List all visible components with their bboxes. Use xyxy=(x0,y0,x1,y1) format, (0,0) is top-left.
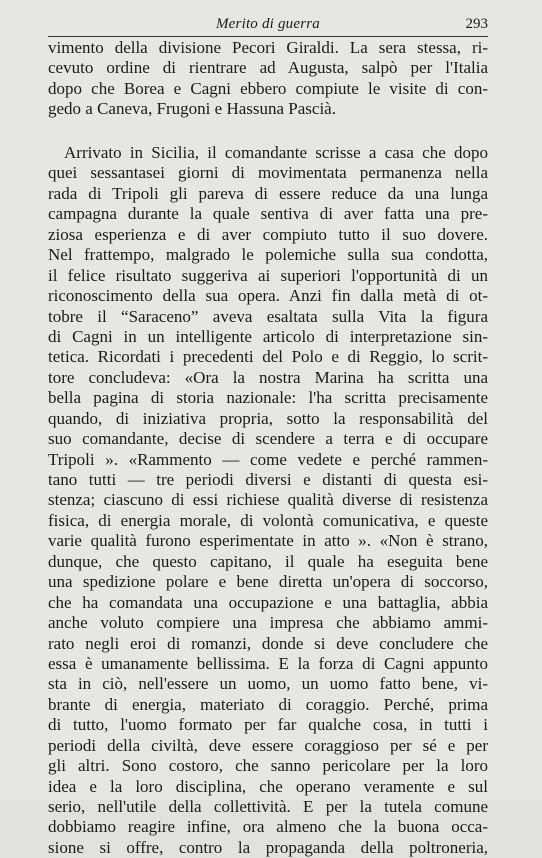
text-line: ziosa esperienza e di aver compiuto tutto il suo dovere. xyxy=(48,224,488,244)
text-line: una spedizione polare e bene diretta un'opera di soccorso, xyxy=(48,572,488,592)
text-line: Arrivato in Sicilia, il comandante scrisse a casa che dopo xyxy=(64,143,488,162)
text-line: quando, di iniziativa propria, sotto la responsabilità del xyxy=(48,408,488,428)
text-line: riconoscimento della sua opera. Anzi fin dalla metà di ot- xyxy=(48,286,488,306)
text-line: brante di energia, materiato di coraggio. Perché, prima xyxy=(48,694,488,714)
text-line: periodi della civiltà, deve essere coraggioso per sé e per xyxy=(48,735,488,755)
text-line: sta in ciò, nell'essere un uomo, un uomo fatto bene, vi- xyxy=(48,674,488,694)
page-number: 293 xyxy=(465,16,488,32)
text-line: stenza; ciascuno di essi richiese qualità diverse di resistenza xyxy=(48,490,488,510)
text-line: di tutto, l'uomo formato per far qualche cosa, in tutti i xyxy=(48,715,488,735)
text-line: anche voluto compiere una impresa che abbiamo ammi- xyxy=(48,613,488,633)
text-line: sione si offre, contro la propaganda della poltroneria, xyxy=(48,837,488,857)
text-line: il felice risultato suggeriva ai superiori l'opportunità di un xyxy=(48,265,488,285)
text-line: varie qualità furono esperimentate in atto ». «Non è strano, xyxy=(48,531,488,551)
text-line: Nel frattempo, malgrado le polemiche sulla sua condotta, xyxy=(48,245,488,265)
text-line: idea e la loro disciplina, che operano veramente e sul xyxy=(48,776,488,796)
text-line: Tripoli ». «Rammento — come vedete e perché rammen- xyxy=(48,449,488,469)
text-line: che ha comandata una occupazione e una battaglia, abbia xyxy=(48,592,488,612)
text-line: serio, nell'utile della collettività. E per la tutela comune xyxy=(48,797,488,816)
text-line: vimento della divisione Pecori Giraldi. La sera stessa, ri- xyxy=(48,38,488,57)
text-line: bella pagina di storia nazionale: l'ha scritta precisamente xyxy=(48,388,488,408)
text-line: campagna durante la quale sentiva di aver fatta una pre- xyxy=(48,204,488,224)
paragraph-2 xyxy=(48,143,488,858)
text-line: quei sessantasei giorni di movimentata permanenza nella xyxy=(48,163,488,183)
text-line: tano tutti — tre periodi diversi e distanti di questa esi- xyxy=(48,470,488,489)
text-line: tetica. Ricordati i precedenti del Polo e di Reggio, lo scrit- xyxy=(48,347,488,367)
text-line: tobre il “Saraceno” aveva esaltata sulla Vita la figura xyxy=(48,306,488,326)
running-header xyxy=(48,14,488,36)
text-line: fisica, di energia morale, di volontà comunicativa, e queste xyxy=(48,510,488,530)
text-line: suo comandante, decise di scendere a terra e di occupare xyxy=(48,429,488,449)
text-line: di Cagni in un intelligente articolo di interpretazione sin- xyxy=(48,326,488,346)
text-line: rato negli eroi di romanzi, donde si deve concludere che xyxy=(48,633,488,653)
header-rule xyxy=(48,36,488,37)
text-line: tore concludeva: «Ora la nostra Marina ha scritta una xyxy=(48,367,488,387)
text-line: dopo che Borea e Cagni ebbero compiute le visite di con- xyxy=(48,78,488,98)
paragraph-1 xyxy=(48,38,488,120)
text-line: gedo a Caneva, Frugoni e Hassuna Pascià. xyxy=(48,99,336,119)
text-line: rada di Tripoli gli pareva di essere reduce da una lunga xyxy=(48,183,488,203)
running-title: Merito di guerra xyxy=(215,16,321,32)
text-line: cevuto ordine di rientrare ad Augusta, salpò per l'Italia xyxy=(48,58,488,78)
text-line: essa è umanamente bellissima. E la forza di Cagni appunto xyxy=(48,653,488,673)
text-line: dunque, che questo capitano, il quale ha eseguita bene xyxy=(48,551,488,571)
text-line: dobbiamo reagire infine, ora almeno che la buona occa- xyxy=(48,817,488,837)
text-line: gli altri. Sono costoro, che sanno pericolare per la loro xyxy=(48,756,488,776)
